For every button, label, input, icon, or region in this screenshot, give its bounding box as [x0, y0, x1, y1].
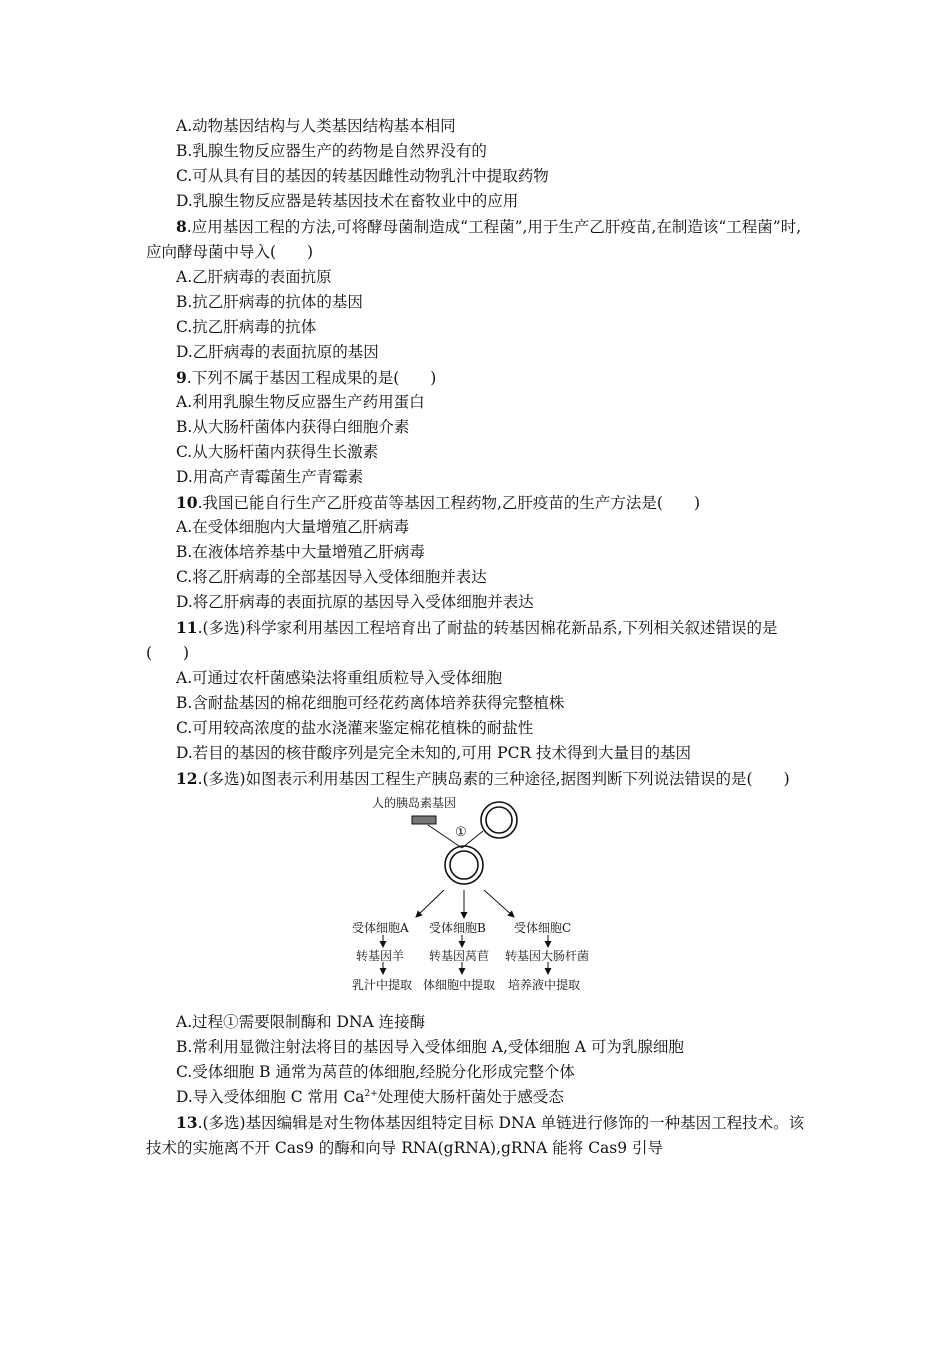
recombinant-plasmid-icon	[445, 846, 483, 884]
q8-stem	[146, 214, 810, 265]
q10-option-b: B.在液体培养基中大量增殖乙肝病毒	[176, 543, 425, 561]
q12-number: 12	[176, 769, 198, 788]
q10-text: .我国已能自行生产乙肝疫苗等基因工程药物,乙肝疫苗的生产方法是( )	[197, 494, 701, 512]
q7-option-a: A.动物基因结构与人类基因结构基本相同	[176, 117, 456, 135]
plasmid-icon	[481, 802, 517, 838]
q8-option-c: C.抗乙肝病毒的抗体	[176, 318, 317, 336]
q8-text: .应用基因工程的方法,可将酵母菌制造成“工程菌”,用于生产乙肝疫苗,在制造该“工程菌”时,应向酵母菌中导入( )	[146, 218, 802, 261]
q12-option-b: B.常利用显微注射法将目的基因导入受体细胞 A,受体细胞 A 可为乳腺细胞	[176, 1038, 684, 1056]
arrow-to-cell-a	[416, 890, 444, 917]
q8-option-b: B.抗乙肝病毒的抗体的基因	[176, 293, 363, 311]
source-b-label: 体细胞中提取	[423, 978, 496, 992]
q7-option-c: C.可从具有目的基因的转基因雌性动物乳汁中提取药物	[176, 167, 549, 185]
question-content	[146, 114, 810, 1161]
q8-option-d: D.乙肝病毒的表面抗原的基因	[176, 343, 379, 361]
q12-option-a: A.过程①需要限制酶和 DNA 连接酶	[176, 1013, 426, 1031]
q11-text: .(多选)科学家利用基因工程培育出了耐盐的转基因棉花新品系,下列相关叙述错误的是( )	[146, 619, 778, 662]
q13-number: 13	[176, 1113, 198, 1132]
q10-stem	[146, 490, 810, 515]
q8-option-a: A.乙肝病毒的表面抗原	[176, 268, 332, 286]
q10-option-a: A.在受体细胞内大量增殖乙肝病毒	[176, 518, 410, 536]
product-b-label: 转基因莴苣	[429, 949, 490, 963]
q11-option-a: A.可通过农杆菌感染法将重组质粒导入受体细胞	[176, 669, 503, 687]
cell-c-label: 受体细胞C	[514, 921, 572, 935]
q11-option-c: C.可用较高浓度的盐水浇灌来鉴定棉花植株的耐盐性	[176, 719, 534, 737]
q13-stem	[146, 1110, 810, 1161]
q9-option-d: D.用高产青霉菌生产青霉素	[176, 468, 364, 486]
q7-option-d: D.乳腺生物反应器是转基因技术在畜牧业中的应用	[176, 192, 519, 210]
q9-option-b: B.从大肠杆菌体内获得白细胞介素	[176, 418, 410, 436]
gene-label: 人的胰岛素基因	[372, 796, 457, 810]
q9-number: 9	[176, 368, 187, 387]
q7-option-b: B.乳腺生物反应器生产的药物是自然界没有的	[176, 142, 487, 160]
q12-option-d	[146, 1085, 810, 1110]
q9-stem	[146, 365, 810, 390]
q10-option-d: D.将乙肝病毒的表面抗原的基因导入受体细胞并表达	[176, 593, 534, 611]
q9-option-a: A.利用乳腺生物反应器生产药用蛋白	[176, 393, 425, 411]
q11-option-d: D.若目的基因的核苷酸序列是完全未知的,可用 PCR 技术得到大量目的基因	[176, 744, 692, 762]
cell-b-label: 受体细胞B	[429, 921, 486, 935]
q11-option-b: B.含耐盐基因的棉花细胞可经花药离体培养获得完整植株	[176, 694, 565, 712]
q10-option-c: C.将乙肝病毒的全部基因导入受体细胞并表达	[176, 568, 487, 586]
q12-stem	[146, 766, 810, 792]
q12-text: .(多选)如图表示利用基因工程生产胰岛素的三种途径,据图判断下列说法错误的是( )	[197, 770, 790, 788]
q11-stem	[146, 615, 810, 666]
q11-number: 11	[176, 618, 198, 637]
q12-option-d-pre: D.导入受体细胞 C 常用 Ca	[176, 1088, 365, 1106]
q9-text: .下列不属于基因工程成果的是( )	[186, 369, 437, 387]
product-a-label: 转基因羊	[356, 949, 405, 963]
q10-number: 10	[176, 493, 198, 512]
q9-option-c: C.从大肠杆菌内获得生长激素	[176, 443, 379, 461]
q12-option-d-superscript: 2+	[364, 1088, 378, 1099]
insulin-pathway-diagram	[146, 794, 810, 1006]
diagram-graphics	[146, 794, 810, 1006]
arrow-to-cell-c	[484, 890, 514, 917]
step-1-label: ①	[455, 825, 467, 840]
source-a-label: 乳汁中提取	[352, 978, 413, 992]
gene-fragment	[412, 816, 436, 824]
source-c-label: 培养液中提取	[508, 978, 581, 992]
cell-a-label: 受体细胞A	[352, 921, 409, 935]
q13-text: .(多选)基因编辑是对生物体基因组特定目标 DNA 单链进行修饰的一种基因工程技术。该技术的实施离不开 Cas9 的酶和向导 RNA(gRNA),gRNA 能将 Cas9 引导	[146, 1114, 805, 1157]
q8-number: 8	[176, 217, 187, 236]
product-c-label: 转基因大肠杆菌	[505, 949, 590, 963]
q12-option-d-post: 处理使大肠杆菌处于感受态	[377, 1088, 564, 1106]
q12-option-c: C.受体细胞 B 通常为莴苣的体细胞,经脱分化形成完整个体	[176, 1063, 575, 1081]
